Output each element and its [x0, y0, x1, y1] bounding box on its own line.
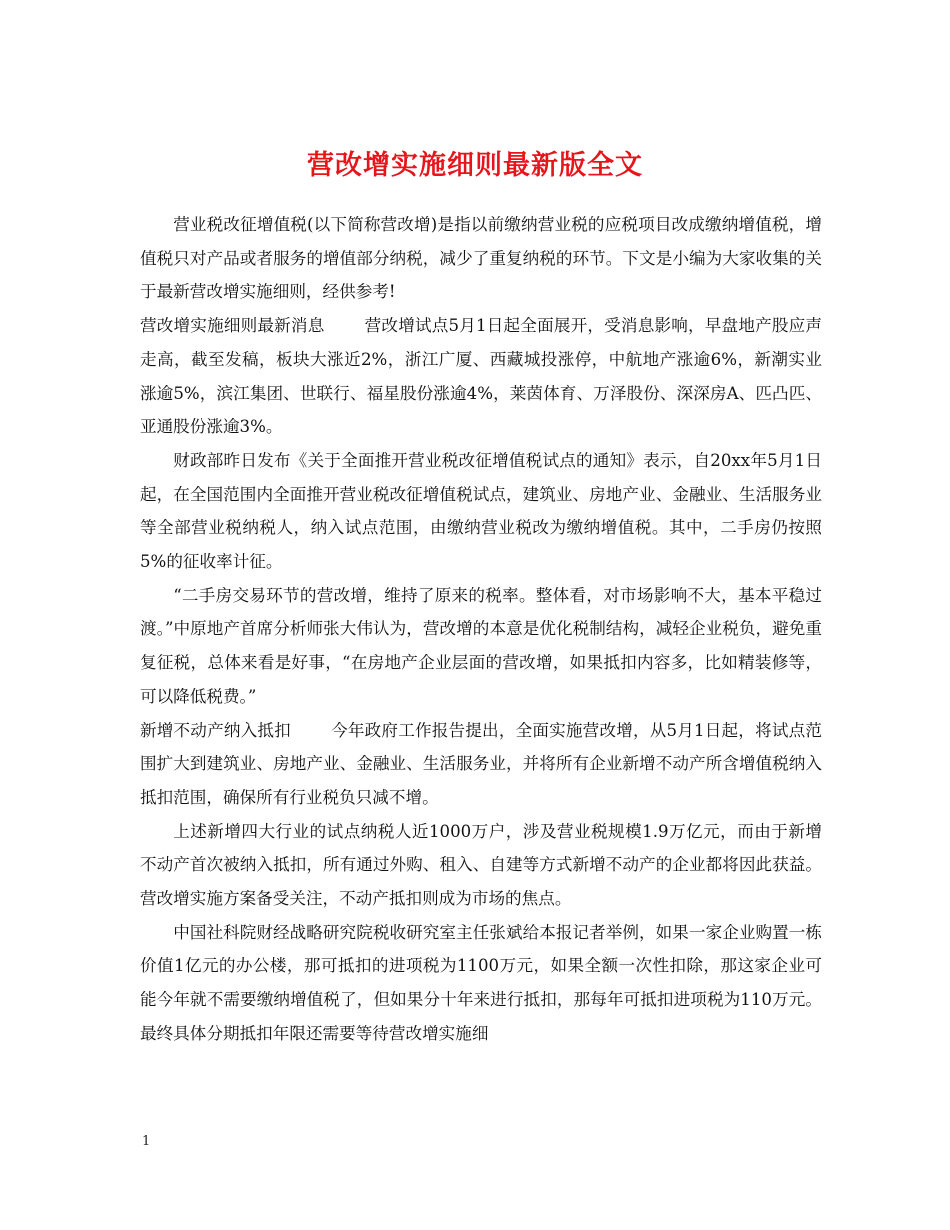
paragraph-intro: 营业税改征增值税(以下简称营改增)是指以前缴纳营业税的应税项目改成缴纳增值税，增值税只对产品或者服务的增值部分纳税，减少了重复纳税的环节。下文是小编为大家收集的关于最新营改增实施细则，经供参考! — [140, 215, 822, 302]
paragraph-real-estate-deduction — [140, 714, 822, 815]
document-body — [140, 208, 822, 1051]
paragraph-analyst-quote: “二手房交易环节的营改增，维持了原来的税率。整体看，对市场影响不大，基本平稳过渡。”中原地产首席分析师张大伟认为，营改增的本意是优化税制结构，减轻企业税负，避免重复征税，总体来看是好事，“在房地产企业层面的营改增，如果抵扣内容多，比如精装修等，可以降低税费。” — [140, 585, 822, 706]
section-label-latest-news: 营改增实施细则最新消息 — [140, 316, 325, 336]
paragraph-latest-news — [140, 309, 822, 444]
page-number: 1 — [142, 1134, 151, 1149]
document-title: 营改增实施细则最新版全文 — [307, 150, 643, 182]
paragraph-ministry-notice: 财政部昨日发布《关于全面推开营业税改征增值税试点的通知》表示，自20xx年5月1日起，在全国范围内全面推开营业税改征增值税试点，建筑业、房地产业、金融业、生活服务业等全部营业税纳税人，纳入试点范围，由缴纳营业税改为缴纳增值税。其中，二手房仍按照5%的征收率计征。 — [140, 450, 822, 572]
section-label-real-estate-deduction: 新增不动产纳入抵扣 — [140, 720, 291, 740]
paragraph-expert-example: 中国社科院财经战略研究院税收研究室主任张斌给本报记者举例，如果一家企业购置一栋价值1亿元的办公楼，那可抵扣的进项税为1100万元，如果全额一次性扣除，那这家企业可能今年就不需要缴纳增值税了，但如果分十年来进行抵扣，那每年可抵扣进项税为110万元。最终具体分期抵扣年限还需要等待营改增实施细 — [140, 922, 822, 1043]
paragraph-taxpayers-scale: 上述新增四大行业的试点纳税人近1000万户，涉及营业税规模1.9万亿元，而由于新增不动产首次被纳入抵扣，所有通过外购、租入、自建等方式新增不动产的企业都将因此获益。营改增实施方案备受关注，不动产抵扣则成为市场的焦点。 — [140, 821, 822, 909]
paragraph-real-estate-deduction-text: 今年政府工作报告提出，全面实施营改增，从5月1日起，将试点范围扩大到建筑业、房地产业、金融业、生活服务业，并将所有企业新增不动产所含增值税纳入抵扣范围，确保所有行业税负只减不增。 — [140, 720, 822, 807]
paragraph-latest-news-text: 营改增试点5月1日起全面展开，受消息影响，早盘地产股应声走高，截至发稿，板块大涨近2%，浙江广厦、西藏城投涨停，中航地产涨逾6%，新潮实业涨逾5%，滨江集团、世联行、福星股份涨逾4%，莱茵体育、万泽股份、深深房A、匹凸匹、亚通股份涨逾3%。 — [140, 316, 822, 437]
